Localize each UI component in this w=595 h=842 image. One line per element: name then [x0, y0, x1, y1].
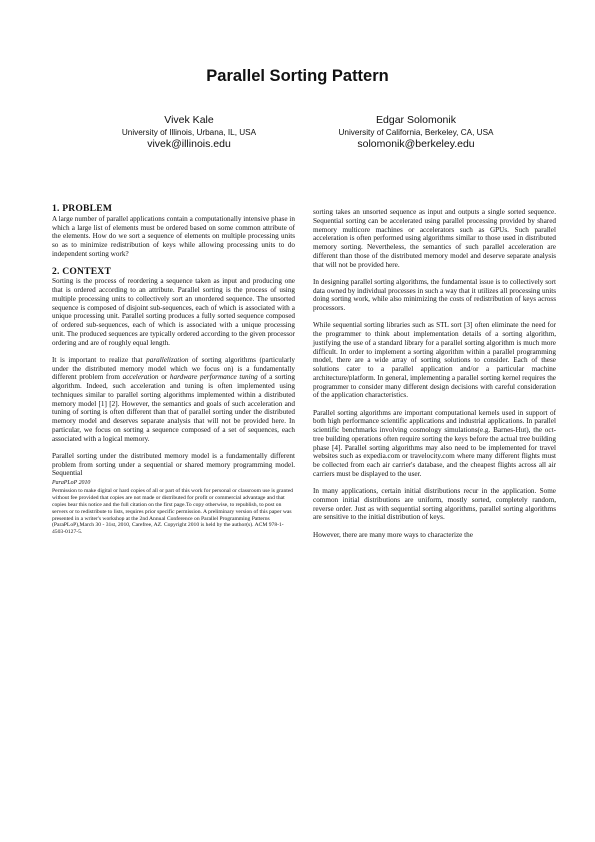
emphasis-text: hardware performance tuning	[169, 373, 258, 382]
right-paragraph-1: sorting takes an unsorted sequence as input and outputs a single sorted sequence. Sequential sorting can be accelerated using parallel processing provided by shared memory multicore machines or accelerators such as GPUs. Such parallel acceleration is often performed using algorithms similar to those used in distributed memory sorting. Nevertheless, the semantics of such parallel acceleration are different than those of the distributed memory model and deserve separate analysis that will not be provided here.	[313, 208, 556, 269]
author-name: Vivek Kale	[164, 114, 214, 126]
author-name: Edgar Solomonik	[376, 114, 456, 126]
right-paragraph-5: In many applications, certain initial distributions recur in the application. Some common initial distributions are uniform, mostly sorted, completely random, reverse order. Just as with sequential sorting algorithms, parallel sorting algorithms are sensitive to the initial distribution of keys.	[313, 487, 556, 522]
text-run: of sorting algorithms (particularly under the distributed memory model which we focus on) is a fundamentally different problem from	[52, 355, 295, 382]
section-heading-problem: 1. PROBLEM	[52, 203, 113, 214]
author-affiliation: University of Illinois, Urbana, IL, USA	[121, 128, 257, 137]
paper-title: Parallel Sorting Pattern	[206, 67, 389, 85]
author-affiliation: University of California, Berkeley, CA, USA	[338, 128, 494, 137]
right-column	[313, 208, 556, 548]
context-paragraph-1: Sorting is the process of reordering a sequence taken as input and producing one that is ordered according to an attribute. Parallel sorting is the process of using multiple processing units to collectively sort an unordered sequence. The unsorted sequence is composed of disjoint sub-sequences, each of which is associated with a unique processing unit. Parallel sorting produces a fully sorted sequence composed of ordered sub-sequences, each of which is associated with a unique processing unit. The produced sequences are typically ordered according to the given processor ordering and are of roughly equal length.	[52, 277, 295, 347]
problem-paragraph: A large number of parallel applications contain a computationally intensive phase in which a large list of elements must be ordered based on some common attribute of the elements. How do we sort a sequence of elements on multiple processing units so as to minimize redistribution of keys while allowing processing units to do independent sorting work?	[52, 214, 295, 258]
emphasis-text: acceleration	[122, 373, 159, 382]
text-run: or	[158, 373, 170, 382]
author-block-2	[296, 114, 536, 151]
context-paragraph-2	[52, 356, 295, 444]
copyright-footnote	[52, 480, 295, 536]
right-paragraph-6: However, there are many more ways to characterize the	[313, 530, 473, 539]
right-paragraph-2: In designing parallel sorting algorithms, the fundamental issue is to collectively sort data owned by individual processes in such a way that it utilizes all processing units doing sorting work, while also minimizing the costs of redistribution of keys across processors.	[313, 277, 556, 312]
emphasis-text: parallelization	[146, 355, 189, 364]
author-block-1	[69, 114, 309, 151]
left-column	[52, 205, 295, 536]
context-paragraph-3: Parallel sorting under the distributed memory model is a fundamentally different problem from sorting under a sequential or shared memory programming model. Sequential	[52, 451, 295, 478]
right-paragraph-3: While sequential sorting libraries such as STL sort [3] often eliminate the need for the programmer to think about implementation details of a sorting algorithm, justifying the use of a standard library for a parallel sorting algorithm is much more difficult. In order to implement a sorting algorithm within a parallel programming model, there are a wide array of sorting solutions to consider. Each of these solutions cater to a parallel application and/or a particular machine architecture/platform. In general, implementing a parallel sorting kernel requires the programmer to consider many different design decisions with careful consideration of the application characteristics.	[313, 321, 556, 400]
footnote-text: Permission to make digital or hard copies of all or part of this work for personal or classroom use is granted without fee provided that copies are not made or distributed for profit or commercial advantage and that copies bear this notice and the full citation on the first page.To copy otherwise, to republish, to post on servers or to redistribute to lists, requires prior specific permission. A preliminary version of this paper was presented in a writer's workshop at the 2nd Annual Conference on Parallel Programming Patterns (ParaPLoP),March 30 - 31st, 2010, Carefree, AZ. Copyright 2010 is held by the author(s). ACM 978-1-4503-0127-5.	[52, 487, 294, 536]
footnote-venue: ParaPLoP 2010	[52, 480, 91, 486]
author-email: vivek@illinois.edu	[147, 138, 231, 150]
section-heading-context: 2. CONTEXT	[52, 265, 112, 277]
author-email: solomonik@berkeley.edu	[357, 138, 475, 150]
right-paragraph-4: Parallel sorting algorithms are important computational kernels used in support of both high performance scientific applications and industrial applications. In parallel scientific benchmarks involving cosmology simulations(e.g. Barnes-Hut), the oct-tree building operations often require sorting the keys before the actual tree building phase [4]. Parallel sorting algorithms may also need to be implemented for travel websites such as expedia.com or travelocity.com where many different flights must be collected from each air carrier's database, and the cheapest flights across all air carriers must be displayed to the user.	[313, 408, 556, 478]
text-run: It is important to realize that	[52, 355, 147, 364]
text-run: of a sorting algorithm. Indeed, such acceleration and tuning is often implemented using techniques similar to parallel sorting algorithms implemented within a distributed memory model [1] [2]. However, the semantics and goals of such acceleration and tuning of sorting is often different than that of parallel sorting under the distributed memory model and deserves separate analysis that will not be provided here. In particular, we focus on sorting a sequence composed of a set of sequences, each associated with a logical memory.	[52, 373, 295, 443]
